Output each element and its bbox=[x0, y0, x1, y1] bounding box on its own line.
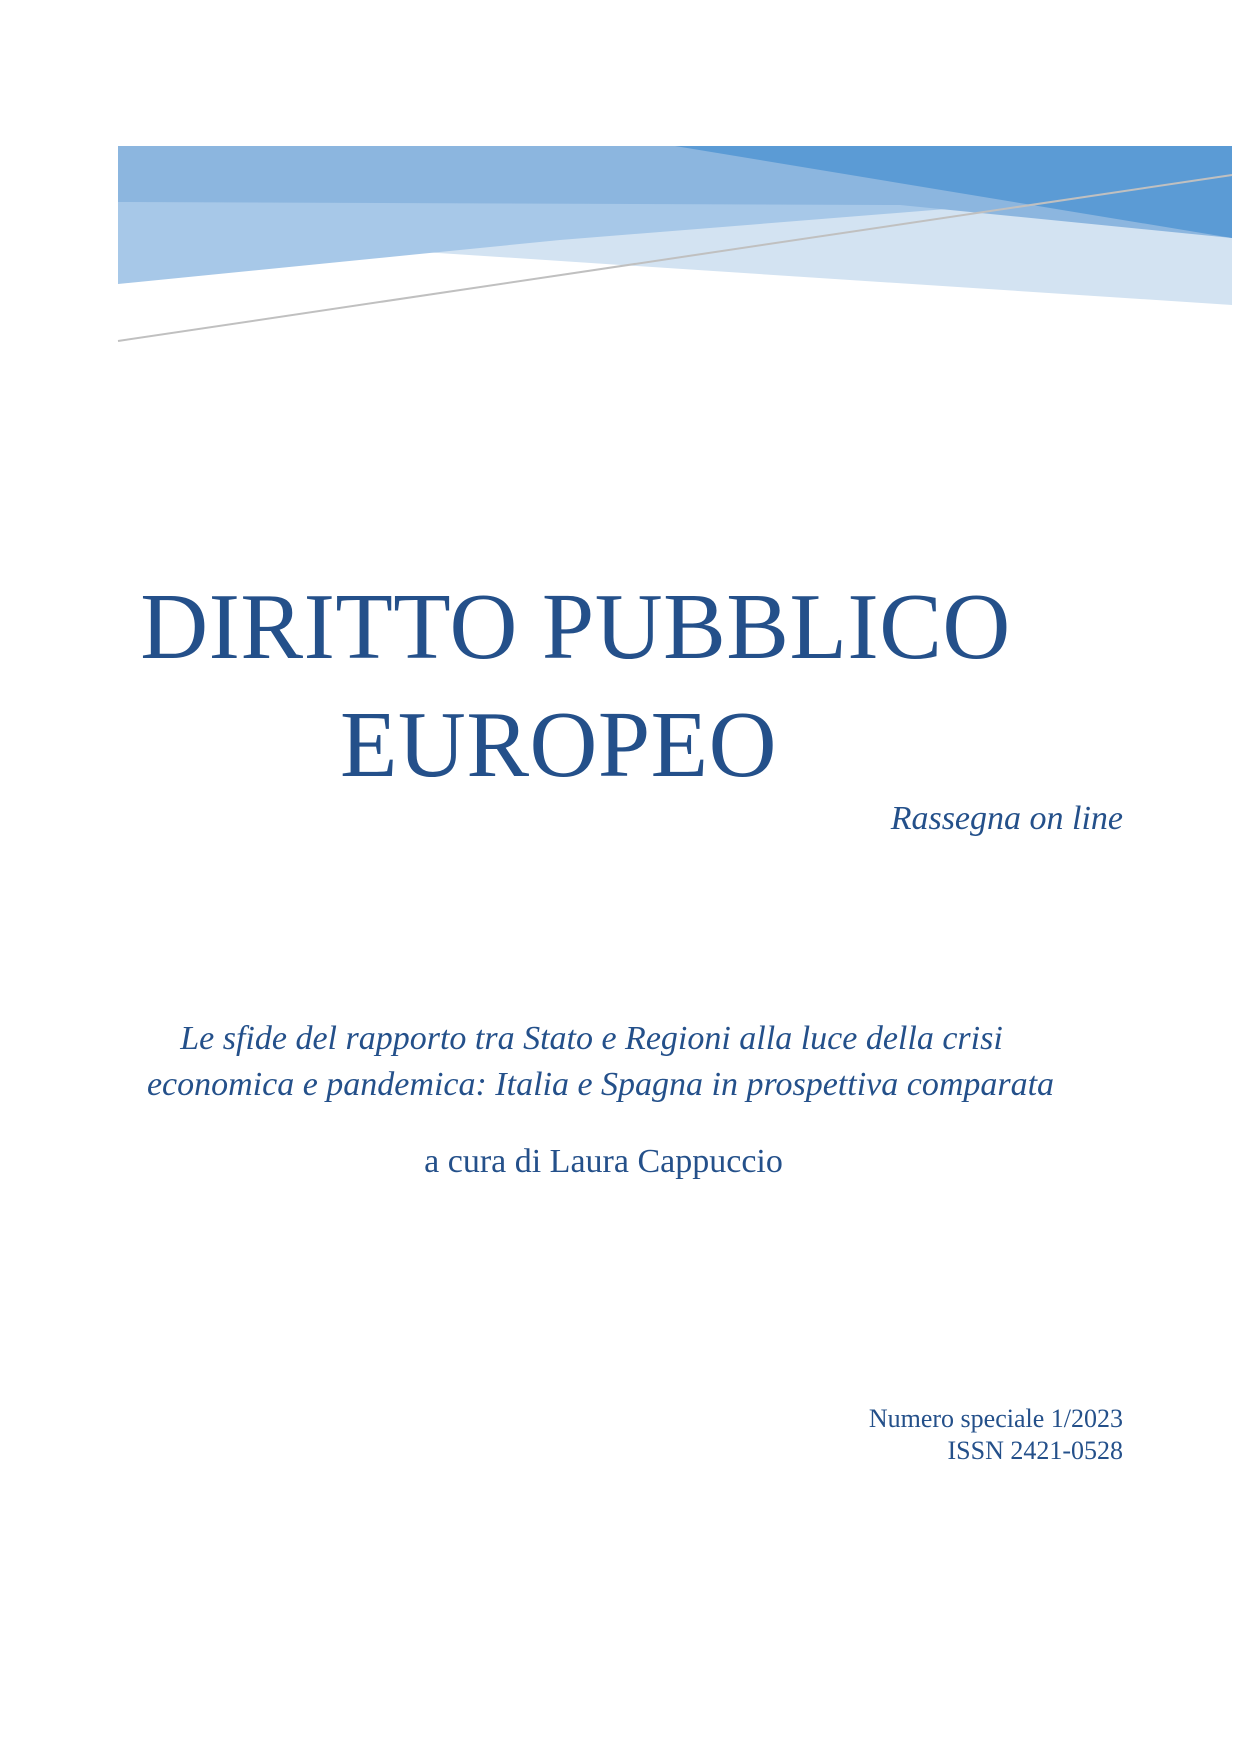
issue-number: Numero speciale 1/2023 bbox=[868, 1404, 1123, 1433]
issn: ISSN 2421-0528 bbox=[947, 1436, 1123, 1465]
journal-title-line-1: DIRITTO PUBBLICO bbox=[140, 575, 1011, 679]
editor-credit: a cura di Laura Cappuccio bbox=[424, 1143, 783, 1180]
issue-title-line-2: economica e pandemica: Italia e Spagna in prospettiva comparata bbox=[146, 1066, 1055, 1103]
journal-subtitle: Rassegna on line bbox=[890, 800, 1123, 837]
journal-title-line-2: EUROPEO bbox=[340, 693, 777, 797]
issue-title-line-1: Le sfide del rapporto tra Stato e Regioni alla luce della crisi bbox=[180, 1020, 1003, 1057]
decorative-header-band bbox=[0, 0, 1241, 360]
issue-info bbox=[869, 1403, 1123, 1467]
